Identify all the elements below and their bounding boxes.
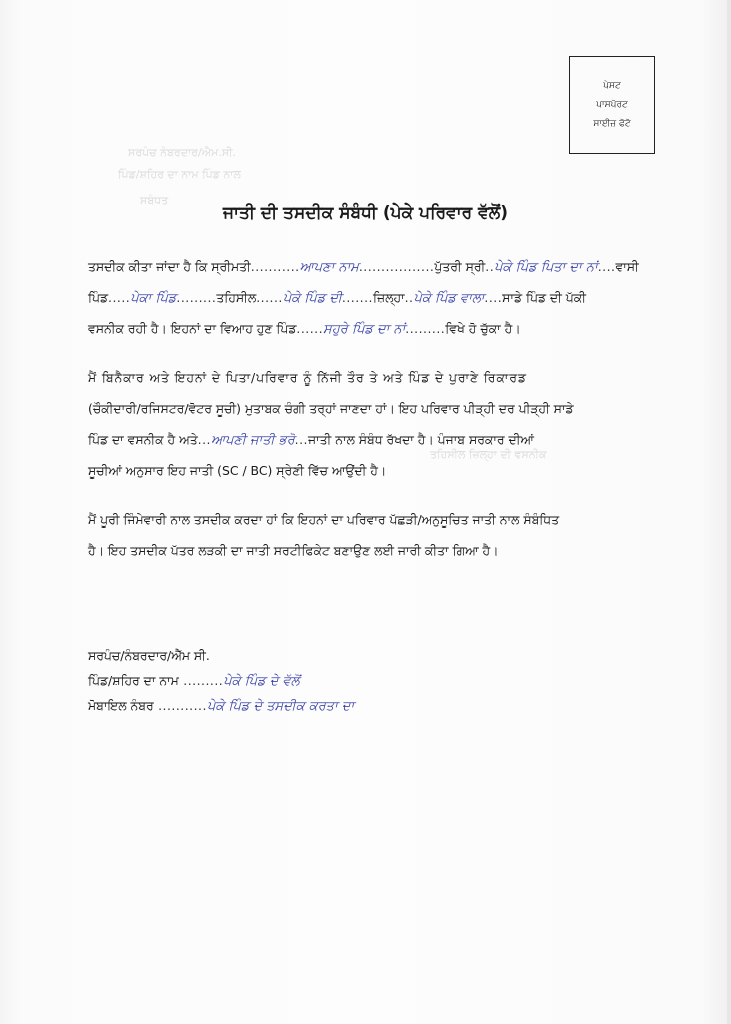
dotted-blank: ..... <box>108 290 131 305</box>
photo-label: ਸਾਈਜ਼ ਫੋਟੋ <box>593 118 631 129</box>
handwritten-district: ਪੇਕੇ ਪਿੰਡ ਵਾਲਾ <box>413 291 485 306</box>
ghost-text: ਸਬੰਧਤ <box>140 194 169 207</box>
handwritten-signatory-village: ਪੇਕੇ ਪਿੰਡ ਦੇ ਵੱਲੋਂ <box>223 674 300 689</box>
dotted-blank: ......... <box>405 321 446 336</box>
dotted-blank: ........... <box>250 259 300 274</box>
static-text: ਪੁੱਤਰੀ ਸ੍ਰੀ <box>434 259 486 274</box>
dotted-blank: .... <box>484 290 503 305</box>
handwritten-name: ਆਪਣਾ ਨਾਮ <box>299 260 359 275</box>
ghost-text: ਤਹਿਸੀਲ ਜ਼ਿਲ੍ਹਾ ਦੀ ਵਸਨੀਕ <box>430 448 547 461</box>
para2-line3 <box>88 432 648 448</box>
dotted-blank: ................. <box>358 259 435 274</box>
dotted-blank: ... <box>197 432 211 447</box>
dotted-blank: ....... <box>341 290 373 305</box>
static-text: ਤਹਿਸੀਲ <box>216 290 257 305</box>
dotted-blank: ......... <box>178 673 224 688</box>
para3-line2: ਹੈ। ਇਹ ਤਸਦੀਕ ਪੱਤਰ ਲੜਕੀ ਦਾ ਜਾਤੀ ਸਰਟੀਫਿਕੇਟ ਬਣਾਉਣ ਲਈ ਜਾਰੀ ਕੀਤਾ ਗਿਆ ਹੈ। <box>88 543 499 558</box>
para2-line1: ਮੈਂ ਬਿਨੈਕਾਰ ਅਤੇ ਇਹਨਾਂ ਦੇ ਪਿਤਾ/ਪਰਿਵਾਰ ਨੂੰ ਨਿੱਜੀ ਤੌਰ ਤੇ ਅਤੇ ਪਿੰਡ ਦੇ ਪੁਰਾਣੇ ਰਿਕਾਰਡ <box>88 370 527 385</box>
dotted-blank: ...... <box>296 321 324 336</box>
handwritten-tehsil: ਪੇਕੇ ਪਿੰਡ ਦੀ <box>282 291 342 306</box>
para1-line1 <box>88 259 648 275</box>
document-title: ਜਾਤੀ ਦੀ ਤਸਦੀਕ ਸੰਬੰਧੀ (ਪੇਕੇ ਪਰਿਵਾਰ ਵੱਲੋਂ) <box>222 203 509 223</box>
ghost-text: ਪਿੰਡ/ਸ਼ਹਿਰ ਦਾ ਨਾਮ ਪਿੰਡ ਨਾਲ <box>118 168 241 181</box>
static-text: ਪਿੰਡ/ਸ਼ਹਿਰ ਦਾ ਨਾਮ <box>88 673 179 688</box>
static-text: ਮੋਬਾਇਲ ਨੰਬਰ <box>88 698 154 713</box>
photo-label: ਪਾਸਪੋਰਟ <box>596 99 628 110</box>
static-text: ਵਾਸੀ <box>615 259 639 274</box>
dotted-blank: ... <box>294 432 308 447</box>
signatory-mobile-line <box>88 698 354 714</box>
para2-line2: (ਚੌਕੀਦਾਰੀ/ਰਜਿਸਟਰ/ਵੋਟਰ ਸੂਚੀ) ਮੁਤਾਬਕ ਚੰਗੀ ਤਰ੍ਹਾਂ ਜਾਣਦਾ ਹਾਂ। ਇਹ ਪਰਿਵਾਰ ਪੀੜ੍ਹੀ ਦਰ ਪੀੜ੍ਹੀ ਸਾਡੇ <box>88 401 574 416</box>
signatory-role: ਸਰਪੰਚ/ਨੰਬਰਦਾਰ/ਐੱਮ ਸੀ. <box>88 648 210 663</box>
handwritten-inlaws-village: ਸਹੁਰੇ ਪਿੰਡ ਦਾ ਨਾਂ <box>323 322 406 337</box>
para2-line4: ਸੂਚੀਆਂ ਅਨੁਸਾਰ ਇਹ ਜਾਤੀ (SC / BC) ਸ੍ਰੇਣੀ ਵਿੱਚ ਆਉਂਦੀ ਹੈ। <box>88 463 387 478</box>
handwritten-father-name: ਪੇਕੇ ਪਿੰਡ ਪਿਤਾ ਦਾ ਨਾਂ <box>494 260 598 275</box>
dotted-blank: ........... <box>153 698 207 713</box>
dotted-blank: .. <box>485 259 495 274</box>
page-edge <box>727 0 731 1024</box>
dotted-blank: .... <box>597 259 616 274</box>
para3-line1: ਮੈਂ ਪੂਰੀ ਜਿੰਮੇਵਾਰੀ ਨਾਲ ਤਸਦੀਕ ਕਰਦਾ ਹਾਂ ਕਿ ਇਹਨਾਂ ਦਾ ਪਰਿਵਾਰ ਪੱਛੜੀ/ਅਨੁਸੂਚਿਤ ਜਾਤੀ ਨਾਲ ਸੰਬੰਧਿਤ <box>88 512 560 527</box>
signatory-village-line <box>88 673 299 689</box>
handwritten-caste: ਆਪਣੀ ਜਾਤੀ ਭਰੋ <box>211 433 295 448</box>
passport-photo-box <box>569 56 655 154</box>
handwritten-village: ਪੇਕਾ ਪਿੰਡ <box>130 291 177 306</box>
handwritten-signatory-mobile: ਪੇਕੇ ਪਿੰਡ ਦੇ ਤਸਦੀਕ ਕਰਤਾ ਦਾ <box>206 699 355 714</box>
static-text: ਜ਼ਿਲ੍ਹਾ <box>373 290 405 305</box>
ghost-text: ਸਰਪੰਚ ਨੰਬਰਦਾਰ/ਐਮ.ਸੀ. <box>128 146 236 159</box>
para1-line2 <box>88 290 648 306</box>
dotted-blank: ......... <box>176 290 217 305</box>
static-text: ਤਸਦੀਕ ਕੀਤਾ ਜਾਂਦਾ ਹੈ ਕਿ ਸ੍ਰੀਮਤੀ <box>88 259 251 274</box>
static-text: ਜਾਤੀ ਨਾਲ ਸੰਬੰਧ ਰੱਖਦਾ ਹੈ। ਪੰਜਾਬ ਸਰਕਾਰ ਦੀਆਂ <box>307 432 534 447</box>
static-text: ਵਸਨੀਕ ਰਹੀ ਹੈ। ਇਹਨਾਂ ਦਾ ਵਿਆਹ ਹੁਣ ਪਿੰਡ <box>88 321 297 336</box>
photo-label: ਪੇਸਟ <box>603 80 621 91</box>
para1-line3 <box>88 321 648 337</box>
static-text: ਪਿੰਡ ਦਾ ਵਸਨੀਕ ਹੈ ਅਤੇ <box>88 432 198 447</box>
static-text: ਵਿਖੇ ਹੋ ਚੁੱਕਾ ਹੈ। <box>445 321 521 336</box>
static-text: ਸਾਡੇ ਪਿੰਡ ਦੀ ਪੱਕੀ <box>502 290 586 305</box>
static-text: ਪਿੰਡ <box>88 290 109 305</box>
dotted-blank: ...... <box>256 290 283 305</box>
dotted-blank: .. <box>404 290 414 305</box>
